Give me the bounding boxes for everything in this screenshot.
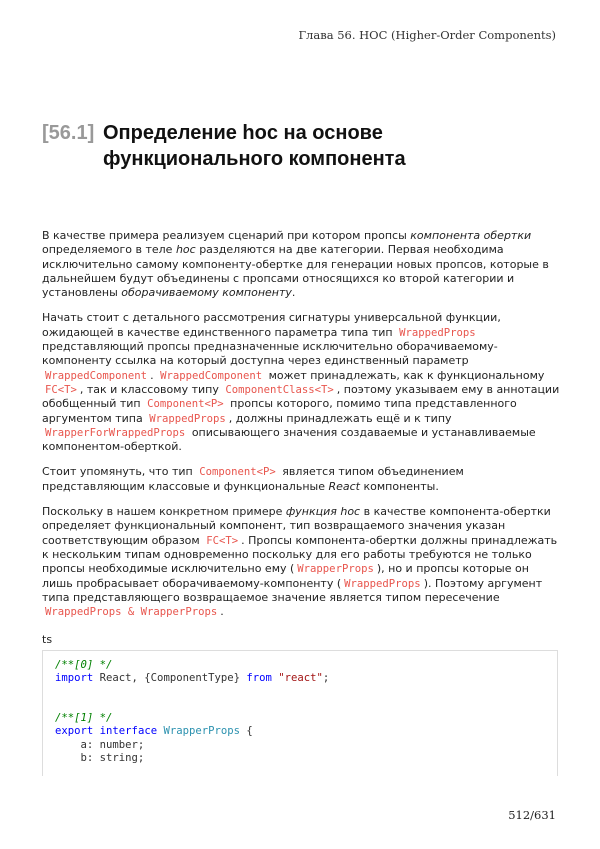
code-line [55,739,557,752]
code-line [55,659,557,672]
paragraph [42,505,562,619]
inline-code: ComponentClass<T> [225,383,334,396]
text-run: , так и классовому типу [79,382,223,396]
paragraph [42,465,562,494]
code-token: WrapperProps [163,725,241,738]
code-token: /**[1] */ [55,712,113,725]
text-run: . [291,286,296,300]
code-token: export [55,725,94,738]
code-token: "react" [278,672,323,685]
inline-code: WrappedProps & WrapperProps [45,606,218,619]
text-run: . [150,368,158,382]
code-line [55,712,557,725]
code-language-label: ts [42,633,53,646]
text-run: описывающего значения создаваемые и устанавливаемые компонентом-оберткой. [42,425,536,454]
section-title: Определение hoc на основе функционального компонента [103,122,406,170]
text-run: разделяются на две категории. Первая необходима исключительно самому компоненту-обертке для генерации новых пропсов, которые в дальнейшем будут объединены с пропсами относящихся ко второй категории и установлены [42,243,549,300]
paragraph [42,229,562,300]
page-number: 512/631 [508,808,556,822]
emphasis-text: React [328,479,360,493]
inline-code: WrapperForWrappedProps [45,426,186,439]
inline-code: WrappedProps [149,412,226,425]
emphasis-text: оборачиваемому компоненту [121,286,292,300]
text-run: В качестве примера реализуем сценарий при котором пропсы [42,229,411,242]
code-token: import [55,672,94,685]
text-run: , поэтому указываем ему в аннотации обобщенный тип [42,382,560,411]
code-token: a: number; [55,738,145,751]
text-run: Поскольку в нашем конкретном примере [42,505,286,519]
inline-code: FC<T> [206,534,239,547]
text-run: пропсы которого, помимо типа представленного аргументом типа [42,397,517,425]
code-line [55,672,557,685]
code-token: ; [322,672,330,685]
code-block [42,650,558,776]
code-line [55,699,557,712]
text-run: представляющий пропсы предназначенные исключительно оборачиваемому-компоненту ссылка на который доступна через единственный параметр [42,340,498,368]
code-token: React, {ComponentType} [93,672,247,685]
emphasis-text: hoc [175,243,196,257]
inline-code: WrapperProps [297,563,374,576]
text-run: является типом объединением представляющим классовые и функциональные [42,465,464,493]
text-run: , должны принадлежать ещё и к типу [228,411,452,425]
text-run: в качестве компонента-обертки определяет функциональный компонент, тип возвращаемого значения указан соответствующим образом [42,505,551,547]
inline-code: Component<P> [147,398,224,411]
body-text [42,229,562,630]
running-header: Глава 56. HOC (Higher-Order Components) [298,28,556,42]
section-number: [56.1] [42,122,95,144]
inline-code: FC<T> [45,383,77,396]
emphasis-text: функция hoc [285,505,361,519]
inline-code: Component<P> [199,466,276,479]
code-line [55,725,557,738]
inline-code: WrappedProps [399,326,476,339]
text-run: . [220,605,224,619]
text-run: Начать стоит с детального рассмотрения сигнатуры универсальной функции, ожидающей в качестве единственного параметра типа тип [42,311,501,339]
inline-code: WrappedComponent [45,369,148,382]
code-token: b: string; [55,752,145,765]
inline-code: WrappedProps [344,577,421,590]
text-run: компоненты. [359,479,439,493]
code-token: { [240,725,253,738]
emphasis-text: компонента обертки [410,229,532,242]
code-token: from [246,672,272,685]
text-run: может принадлежать, как к функциональному [265,368,545,382]
text-run: ), но и пропсы которые он лишь пробрасывает оборачиваемому-компоненту ( [42,562,529,590]
code-token: /**[0] */ [55,659,113,671]
text-run: . Пропсы компонента-обертки должны принадлежать к нескольким типам одновременно поскольку для его работы требуются не только пропсы необходимые исключительно ему ( [42,533,558,576]
paragraph [42,311,562,454]
code-line [55,686,557,699]
code-token: interface [99,725,158,738]
inline-code: WrappedComponent [160,369,263,382]
code-line [55,752,557,765]
text-run: Стоит упомянуть, что тип [42,465,197,479]
text-run: ). Поэтому аргумент типа представляющего возвращаемое значение является типом пересечение [42,576,543,604]
text-run: определяемого в теле [42,243,176,257]
